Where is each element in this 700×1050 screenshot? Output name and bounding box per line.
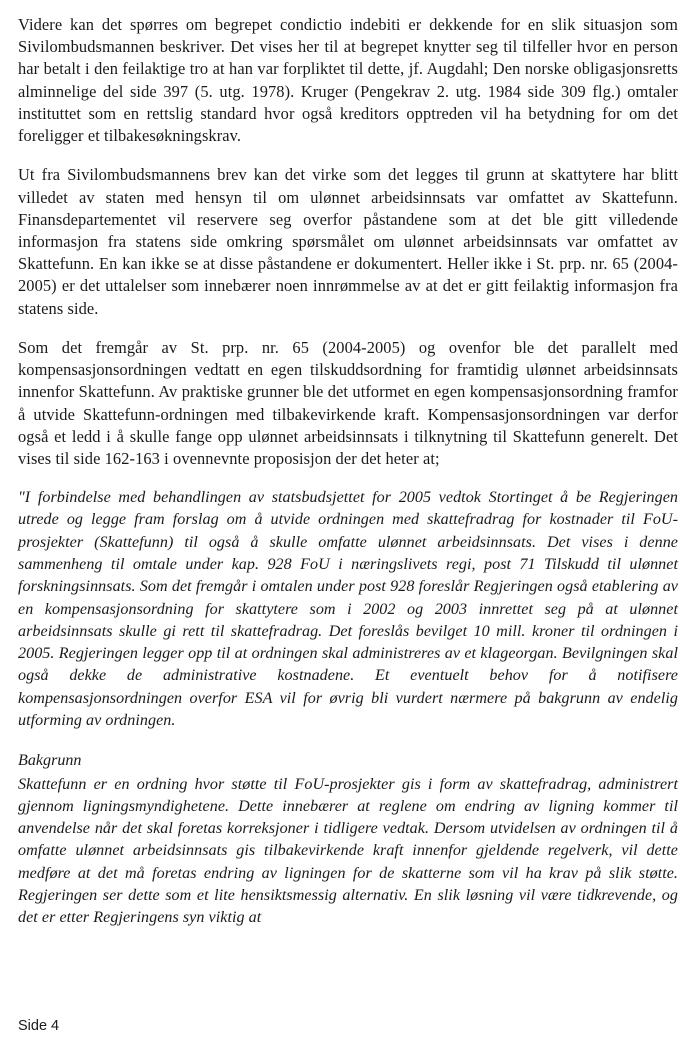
quote-subheading: Bakgrunn xyxy=(18,752,82,770)
body-paragraph-1: Videre kan det spørres om begrepet condictio indebiti er dekkende for en slik situasjon som Sivilombudsmannen beskriver. Det vises her til at begrepet knytter seg til tilfeller hvor en person har betalt i den feilaktige tro at han var forpliktet til dette, jf. Augdahl; Den norske obligasjonsretts alminnelige del side 397 (5. utg. 1978). Kruger (Pengekrav 2. utg. 1984 side 309 flg.) omtaler instituttet som en rettslig standard hvor også kreditors opptreden vil ha betydning for om det foreligger et tilbakesøkningskrav. xyxy=(18,15,678,146)
page-number-label: Side 4 xyxy=(18,1018,60,1034)
body-paragraph-3: Som det fremgår av St. prp. nr. 65 (2004-2005) og ovenfor ble det parallelt med kompensasjonsordningen vedtatt en egen tilskuddsordning for framtidig ulønnet arbeidsinnsats innenfor Skattefunn. Av praktiske grunner ble det utformet en egen kompensasjonsordning framfor å utvide Skattefunn-ordningen med tilbakevirkende kraft. Kompensasjonsordningen var derfor også et ledd i å skulle fange opp ulønnet arbeidsinnsats i tilknytning til Skattefunn generelt. Det vises til side 162-163 i ovennevnte proposisjon der det heter at; xyxy=(18,337,678,468)
body-paragraph-2: Ut fra Sivilombudsmannens brev kan det virke som det legges til grunn at skattytere har blitt villedet av staten med hensyn til om ulønnet arbeidsinnsats var omfattet av Skattefunn. Finansdepartementet vil reservere seg overfor påstandene som at det ble gitt villedende informasjon fra statens side omkring spørsmålet om ulønnet arbeidsinnsats var omfattet av Skattefunn. En kan ikke se at disse påstandene er dokumentert. Heller ikke i St. prp. nr. 65 (2004-2005) er det uttalelser som innebærer noen innrømmelse av at det er gitt feilaktig informasjon fra statens side. xyxy=(18,165,678,318)
quoted-proposition-text: "I forbindelse med behandlingen av statsbudsjettet for 2005 vedtok Stortinget å be Regjeringen utrede og legge fram forslag om å utvide ordningen med skattefradrag for kostnader til FoU-prosjekter (Skattefunn) til også å skulle omfatte ulønnet arbeidsinnsats. Det vises i denne sammenheng til omtale under kap. 928 FoU i næringslivets regi, post 71 Tilskudd til ulønnet forskningsinnsats. Som det fremgår i omtalen under post 928 foreslår Regjeringen også etablering av en kompensasjonsordning for skattytere som i 2002 og 2003 innrettet seg på at ulønnet arbeidsinnsats skulle gi rett til skattefradrag. Det foreslås bevilget 10 mill. kroner til ordningen i 2005. Regjeringen legger opp til at ordningen skal administreres av et klageorgan. Bevilgningen skal også dekke de administrative kostnadene. Et eventuelt behov for å notifisere kompensasjonsordningen overfor ESA vil for øvrig bli vurdert nærmere på bakgrunn av endelig utforming av ordningen. xyxy=(18,489,678,729)
quoted-proposition-continuation: Skattefunn er en ordning hvor støtte til FoU-prosjekter gis i form av skattefradrag, administrert gjennom ligningsmyndighetene. Dette innebærer at reglene om endring av ligning kommer til anvendelse når det skal foretas korreksjoner i tidligere vedtak. Dersom utvidelsen av ordningen til å omfatte ulønnet arbeidsinnsats gis tilbakevirkende kraft innenfor gjeldende regelverk, vil dette medføre at det må foretas endring av ligningen for de skatterne som vil ha krav på slik støtte. Regjeringen ser dette som et lite hensiktsmessig alternativ. En slik løsning vil være tidkrevende, og det er etter Regjeringens syn viktig at xyxy=(18,775,678,927)
